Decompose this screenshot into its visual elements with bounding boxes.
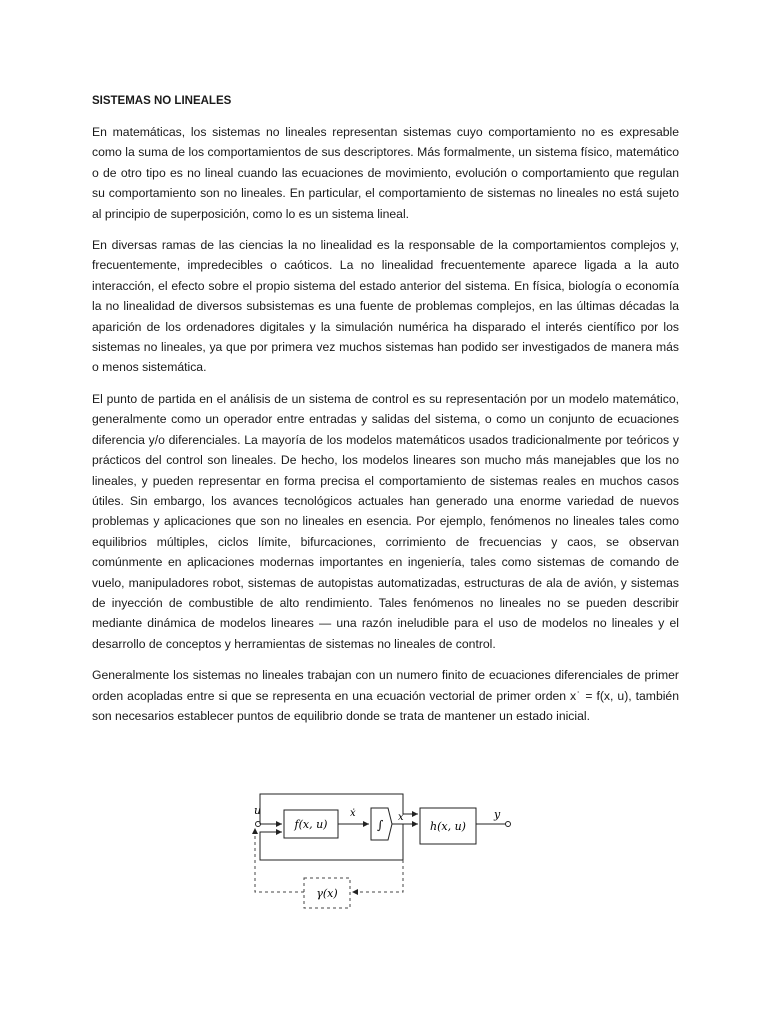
document-page [92, 93, 679, 737]
f-block-label: f(x, u) [294, 818, 328, 831]
paragraph-1: En matemáticas, los sistemas no lineales representan sistemas cuyo comportamiento no es expresable como la suma de los comportamientos de sus descriptores. Más formalmente, un sistema físico, matemático o de otro tipo es no lineal cuando las ecuaciones de movimiento, evolución o comportamiento que regulan su comportamiento son no lineales. En particular, el comportamiento de sistemas no lineales no está sujeto al principio de superposición, como lo es un sistema lineal. [92, 125, 679, 221]
paragraph-3: El punto de partida en el análisis de un sistema de control es su representación por un modelo matemático, generalmente como un operador entre entradas y salidas del sistema, o como un conjunto de ecuaciones diferencia y/o diferenciales. La mayoría de los modelos matemáticos usados tradicionalmente por teóricos y prácticos del control son lineales. De hecho, los modelos lineares son mucho más manejables que los no lineales, y pueden representar en forma precisa el comportamiento de sistemas reales en muchos casos útiles. Sin embargo, los avances tecnológicos actuales han generado una enorme variedad de nuevos problemas y aplicaciones que son no lineales en esencia. Por ejemplo, fenómenos no lineales tales como equilibrios múltiples, ciclos límite, bifurcaciones, corrimiento de frecuencias y caos, se observan comúnmente en aplicaciones modernas importantes en ingeniería, tales como sistemas de comando de vuelo, manipuladores robot, sistemas de autopistas automatizadas, estructuras de ala de avión, y sistemas de inyección de combustible de alto rendimiento. Tales fenómenos no lineales no se pueden describir mediante dinámica de modelos lineares — una razón ineludible para el uso de modelos no lineales y el desarrollo de conceptos y herramientas de sistemas no lineales de control. [92, 391, 679, 651]
input-label: u [254, 804, 262, 817]
state-label: x [398, 812, 404, 823]
output-label: y [494, 808, 501, 821]
gamma-input-line [352, 860, 403, 892]
paragraph-4: Generalmente los sistemas no lineales trabajan con un numero finito de ecuaciones diferenciales de primer orden acopladas entre si que se representa en una ecuación vectorial de primer orden x˙ = f(x, u), también son necesarios establecer puntos de equilibrio donde se trata de mantener un estado inicial. [92, 668, 679, 723]
block-diagram-svg [238, 772, 538, 962]
integrator-symbol: ∫ [377, 818, 384, 832]
gamma-block-label: γ(x) [316, 887, 338, 900]
xdot-label: ẋ [350, 808, 356, 819]
document-title: SISTEMAS NO LINEALES [92, 95, 232, 107]
h-block-label: h(x, u) [430, 820, 466, 833]
paragraph-2: En diversas ramas de las ciencias la no linealidad es la responsable de la comportamientos complejos y, frecuentemente, impredecibles o caóticos. La no linealidad frecuentemente aparece ligada a la auto interacción, el efecto sobre el propio sistema del estado anterior del sistema. En física, biología o economía la no linealidad de diversos subsistemas es una fuente de problemas complejos, en las últimas décadas la aparición de los ordenadores digitales y la simulación numérica ha disparado el interés científico por los sistemas no lineales, ya que por primera vez muchos sistemas han podido ser investigados de manera más o menos sistemática. [92, 238, 679, 375]
block-diagram [238, 772, 538, 962]
output-terminal [506, 822, 511, 827]
